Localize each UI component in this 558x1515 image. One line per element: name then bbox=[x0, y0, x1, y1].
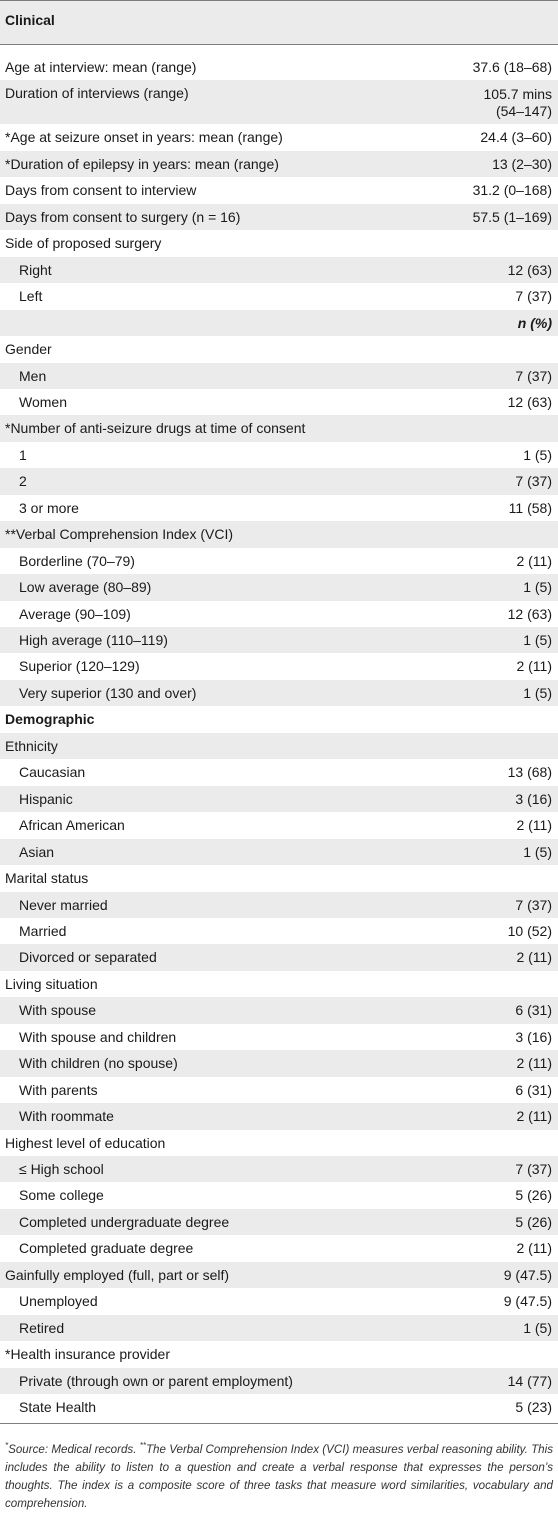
row-label: ≤ High school bbox=[19, 1161, 104, 1177]
row-label: Side of proposed surgery bbox=[5, 235, 162, 252]
table-row bbox=[0, 54, 558, 80]
row-label: Ethnicity bbox=[5, 737, 58, 754]
row-label: With roommate bbox=[19, 1108, 114, 1125]
row-label: Average (90–109) bbox=[19, 605, 131, 622]
row-label: Hispanic bbox=[19, 790, 73, 807]
table-row bbox=[0, 1315, 558, 1341]
table-row bbox=[0, 759, 558, 785]
footnote-mark-1: * bbox=[5, 1441, 9, 1450]
table-row bbox=[0, 786, 558, 812]
table-row bbox=[0, 521, 558, 547]
table-row bbox=[0, 653, 558, 679]
table-row bbox=[0, 1235, 558, 1261]
row-label: Gainfully employed (full, part or self) bbox=[5, 1266, 230, 1283]
table-row bbox=[0, 363, 558, 389]
row-label: Duration of interviews (range) bbox=[5, 85, 189, 102]
table-row bbox=[0, 997, 558, 1023]
table-row bbox=[0, 1103, 558, 1129]
row-value: 31.2 (0–168) bbox=[472, 182, 552, 199]
footnote-text-2: The Verbal Comprehension Index (VCI) measures verbal reasoning ability. This includes the ability to listen to a question and create a verbal response that expresses the person’s thoughts. The index is a composite score of three tasks that measure word similarities, vocabulary and comprehension. bbox=[5, 1442, 553, 1510]
table-row bbox=[0, 1288, 558, 1314]
table-row bbox=[0, 230, 558, 256]
row-label: With spouse bbox=[19, 1002, 97, 1019]
row-value: 12 (63) bbox=[507, 261, 552, 278]
row-value: 3 (16) bbox=[515, 1028, 552, 1045]
row-value: 1 (5) bbox=[523, 684, 552, 701]
table-row bbox=[0, 204, 558, 230]
row-label: With parents bbox=[19, 1081, 98, 1098]
row-value: 37.6 (18–68) bbox=[472, 59, 552, 75]
row-value: 2 (11) bbox=[516, 817, 552, 834]
row-label: Private (through own or parent employment) bbox=[19, 1372, 293, 1389]
row-label: 3 or more bbox=[19, 499, 79, 516]
table-row bbox=[0, 257, 558, 283]
footnote-mark-2: ** bbox=[139, 1441, 146, 1450]
row-label: Days from consent to interview bbox=[5, 182, 197, 199]
row-label: Days from consent to surgery (n = 16) bbox=[5, 208, 241, 225]
table-row bbox=[0, 574, 558, 600]
row-value: 3 (16) bbox=[515, 790, 552, 807]
table-bottom-rule bbox=[0, 1423, 558, 1424]
row-value: 5 (26) bbox=[515, 1213, 552, 1230]
row-value: 7 (37) bbox=[515, 473, 552, 490]
table-row bbox=[0, 1209, 558, 1235]
table-row bbox=[0, 1394, 558, 1420]
row-value: 2 (11) bbox=[516, 1240, 552, 1257]
row-label: High average (110–119) bbox=[19, 632, 168, 648]
row-value: 2 (11) bbox=[516, 1055, 552, 1072]
row-label: Unemployed bbox=[19, 1293, 98, 1310]
row-value: 7 (37) bbox=[515, 896, 552, 913]
row-label: Left bbox=[19, 288, 43, 305]
table-row bbox=[0, 680, 558, 706]
row-label: Living situation bbox=[5, 975, 98, 992]
row-label: Low average (80–89) bbox=[19, 579, 152, 596]
row-value: 5 (26) bbox=[515, 1187, 552, 1204]
table-row bbox=[0, 1182, 558, 1208]
row-value: 13 (68) bbox=[507, 764, 552, 781]
row-value: 24.4 (3–60) bbox=[480, 129, 552, 146]
row-value: 14 (77) bbox=[507, 1372, 552, 1389]
row-label: With children (no spouse) bbox=[19, 1055, 178, 1072]
table-row bbox=[0, 971, 558, 997]
row-value: 1 (5) bbox=[523, 446, 552, 463]
table-row bbox=[0, 627, 558, 653]
row-value: 1 (5) bbox=[523, 632, 552, 648]
table-row bbox=[0, 336, 558, 362]
table-row bbox=[0, 601, 558, 627]
row-label: Men bbox=[19, 367, 47, 384]
row-label: 2 bbox=[19, 473, 27, 490]
section-title-clinical: Clinical bbox=[5, 12, 55, 28]
row-label: Age at interview: mean (range) bbox=[5, 59, 197, 75]
row-label: *Number of anti-seizure drugs at time of consent bbox=[5, 420, 306, 437]
footnote-text-1: Source: Medical records. bbox=[8, 1442, 140, 1456]
row-label: Divorced or separated bbox=[19, 949, 157, 966]
row-label: Right bbox=[19, 261, 52, 278]
row-value: 7 (37) bbox=[515, 367, 552, 384]
table-row bbox=[0, 442, 558, 468]
table-row bbox=[0, 415, 558, 441]
table-row bbox=[0, 1262, 558, 1288]
table-row bbox=[0, 495, 558, 521]
table-row bbox=[0, 283, 558, 309]
row-value: n (%) bbox=[517, 314, 552, 331]
row-value: 13 (2–30) bbox=[492, 155, 552, 172]
row-label: Very superior (130 and over) bbox=[19, 684, 197, 701]
row-value: 10 (52) bbox=[507, 922, 552, 939]
row-value: 2 (11) bbox=[516, 552, 552, 569]
row-label: With spouse and children bbox=[19, 1028, 177, 1045]
row-value: 9 (47.5) bbox=[503, 1293, 552, 1310]
row-value: 11 (58) bbox=[508, 499, 552, 516]
table-row bbox=[0, 1368, 558, 1394]
table-footnote bbox=[5, 1437, 553, 1513]
row-value: 2 (11) bbox=[516, 658, 552, 675]
row-label: Never married bbox=[19, 896, 108, 913]
row-label: Completed undergraduate degree bbox=[19, 1213, 230, 1230]
row-label: Gender bbox=[5, 341, 52, 358]
row-value: 105.7 mins (54–147) bbox=[483, 86, 552, 120]
row-value: 2 (11) bbox=[516, 1108, 552, 1125]
table-row bbox=[0, 892, 558, 918]
table-row bbox=[0, 124, 558, 150]
row-value: 1 (5) bbox=[523, 843, 552, 860]
row-label: Married bbox=[19, 922, 67, 939]
row-label: *Age at seizure onset in years: mean (range) bbox=[5, 129, 283, 146]
row-label: Highest level of education bbox=[5, 1134, 166, 1151]
section-title: Demographic bbox=[5, 711, 95, 728]
row-value: 7 (37) bbox=[515, 1161, 552, 1177]
table-row bbox=[0, 1024, 558, 1050]
row-label: Retired bbox=[19, 1319, 65, 1336]
row-label: State Health bbox=[19, 1399, 97, 1416]
row-label: **Verbal Comprehension Index (VCI) bbox=[5, 526, 234, 543]
row-label: Borderline (70–79) bbox=[19, 552, 135, 569]
row-value: 12 (63) bbox=[507, 605, 552, 622]
row-label: Asian bbox=[19, 843, 55, 860]
table-row bbox=[0, 1130, 558, 1156]
row-value: 57.5 (1–169) bbox=[472, 208, 552, 225]
row-value: 7 (37) bbox=[515, 288, 552, 305]
table-row bbox=[0, 865, 558, 891]
table-row bbox=[0, 177, 558, 203]
table-row bbox=[0, 548, 558, 574]
row-value: 6 (31) bbox=[515, 1081, 552, 1098]
row-value: 6 (31) bbox=[515, 1002, 552, 1019]
row-value: 1 (5) bbox=[523, 579, 552, 596]
table-row bbox=[0, 1156, 558, 1182]
row-label: Caucasian bbox=[19, 764, 86, 781]
row-label: Completed graduate degree bbox=[19, 1240, 194, 1257]
row-label: Some college bbox=[19, 1187, 104, 1204]
row-value: 12 (63) bbox=[507, 393, 552, 410]
table-row bbox=[0, 468, 558, 494]
row-label: *Duration of epilepsy in years: mean (range) bbox=[5, 155, 279, 172]
row-value: 5 (23) bbox=[515, 1399, 552, 1416]
table-row bbox=[0, 706, 558, 732]
table-row bbox=[0, 944, 558, 970]
table-row bbox=[0, 151, 558, 177]
table-row bbox=[0, 80, 558, 124]
table-row bbox=[0, 812, 558, 838]
row-label: 1 bbox=[19, 446, 27, 463]
table-row bbox=[0, 389, 558, 415]
table-row bbox=[0, 1050, 558, 1076]
row-label: *Health insurance provider bbox=[5, 1346, 170, 1363]
row-label: African American bbox=[19, 817, 125, 834]
table-row bbox=[0, 1341, 558, 1367]
row-label: Women bbox=[19, 393, 67, 410]
row-value: 1 (5) bbox=[523, 1319, 552, 1336]
table-row bbox=[0, 1077, 558, 1103]
table-row bbox=[0, 310, 558, 336]
row-value: 2 (11) bbox=[516, 949, 552, 966]
table-row bbox=[0, 918, 558, 944]
table-header bbox=[0, 0, 558, 45]
row-label: Superior (120–129) bbox=[19, 658, 140, 675]
table-row bbox=[0, 733, 558, 759]
table-row bbox=[0, 839, 558, 865]
row-value: 9 (47.5) bbox=[503, 1266, 552, 1283]
row-label: Marital status bbox=[5, 870, 89, 887]
